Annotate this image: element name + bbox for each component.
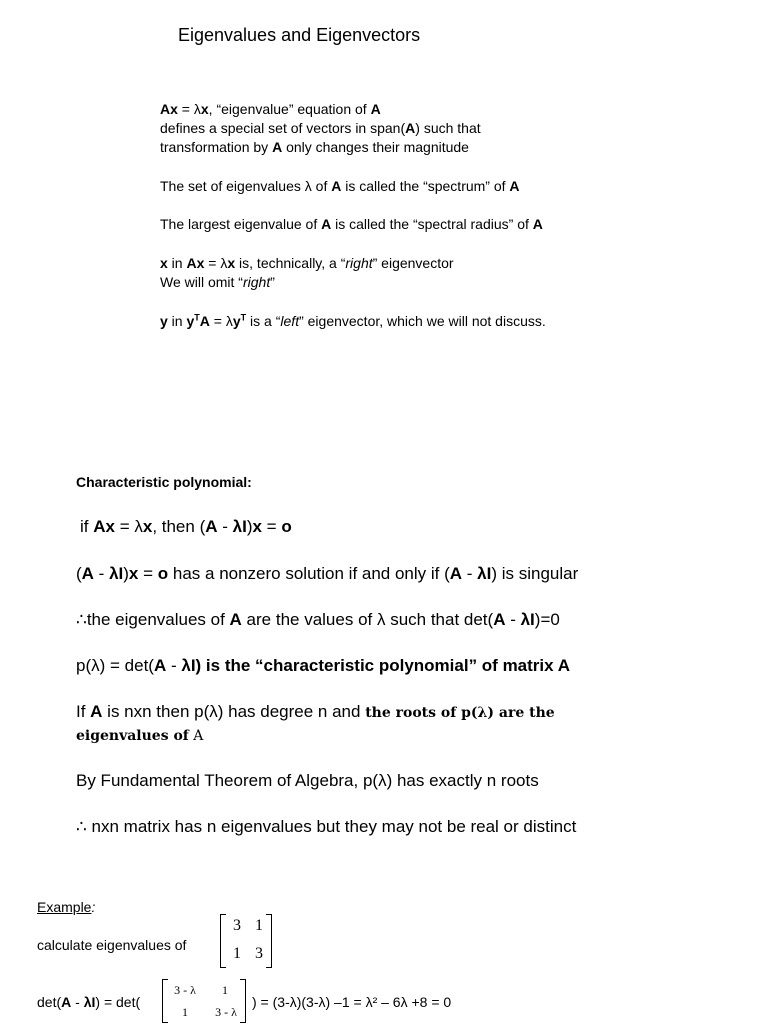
- matrix-cell: 1: [233, 945, 241, 962]
- left-bracket: [220, 914, 226, 968]
- definition-right-eigenvector: x in Ax = λx is, technically, a “right” eigenvector We will omit “right”: [160, 255, 454, 290]
- char-line-if: if Ax = λx, then (A - λI)x = o: [80, 517, 292, 536]
- example-matrix: [220, 914, 272, 968]
- definition-eigenvalue-equation: Ax = λx, “eigenvalue” equation of A defines a special set of vectors in span(A) such that transformation by A only changes their magnitude: [160, 101, 481, 155]
- page-title: Eigenvalues and Eigenvectors: [178, 25, 421, 45]
- char-line-nonzero: (A - λI)x = o has a nonzero solution if and only if (A - λI) is singular: [76, 564, 579, 583]
- det-matrix: [162, 979, 246, 1023]
- example-label: Example:: [37, 899, 96, 915]
- matrix-cell: 3: [255, 945, 263, 962]
- matrix-cell: 1: [222, 983, 228, 997]
- char-line-polynomial: p(λ) = det(A - λI) is the “characteristic polynomial” of matrix A: [76, 656, 570, 675]
- definition-left-eigenvector: y in $y^TA = \lambda y^T$ is a “left” eigenvector, which we will not discuss.: [160, 312, 546, 329]
- definition-spectrum: The set of eigenvalues λ of A is called the “spectrum” of A: [160, 178, 520, 194]
- matrix-cell: 3 - λ: [174, 983, 196, 997]
- char-line-therefore: ∴the eigenvalues of A are the values of λ such that det(A - λI)=0: [76, 610, 560, 629]
- matrix-cell: 1: [255, 917, 263, 934]
- char-line-conclusion: ∴ nxn matrix has n eigenvalues but they may not be real or distinct: [76, 817, 577, 836]
- matrix-cell: 3 - λ: [215, 1005, 237, 1019]
- definition-spectral-radius: The largest eigenvalue of A is called the “spectral radius” of A: [160, 216, 543, 232]
- matrix-cell: 1: [182, 1005, 188, 1019]
- char-line-degree: If A is nxn then p(λ) has degree n and the roots of p(λ) are the eigenvalues of A: [76, 702, 555, 744]
- det-expression-start: det(A - λI) = det(: [37, 994, 141, 1010]
- therefore-icon: ∴: [76, 817, 87, 836]
- therefore-icon: ∴: [76, 610, 87, 629]
- section-heading: Characteristic polynomial:: [76, 474, 252, 490]
- char-line-fundamental-theorem: By Fundamental Theorem of Algebra, p(λ) has exactly n roots: [76, 771, 539, 790]
- example-calc-text: calculate eigenvalues of: [37, 937, 187, 953]
- matrix-cell: 3: [233, 917, 241, 934]
- det-expression-result: ) = (3-λ)(3-λ) –1 = λ² – 6λ +8 = 0: [252, 994, 452, 1010]
